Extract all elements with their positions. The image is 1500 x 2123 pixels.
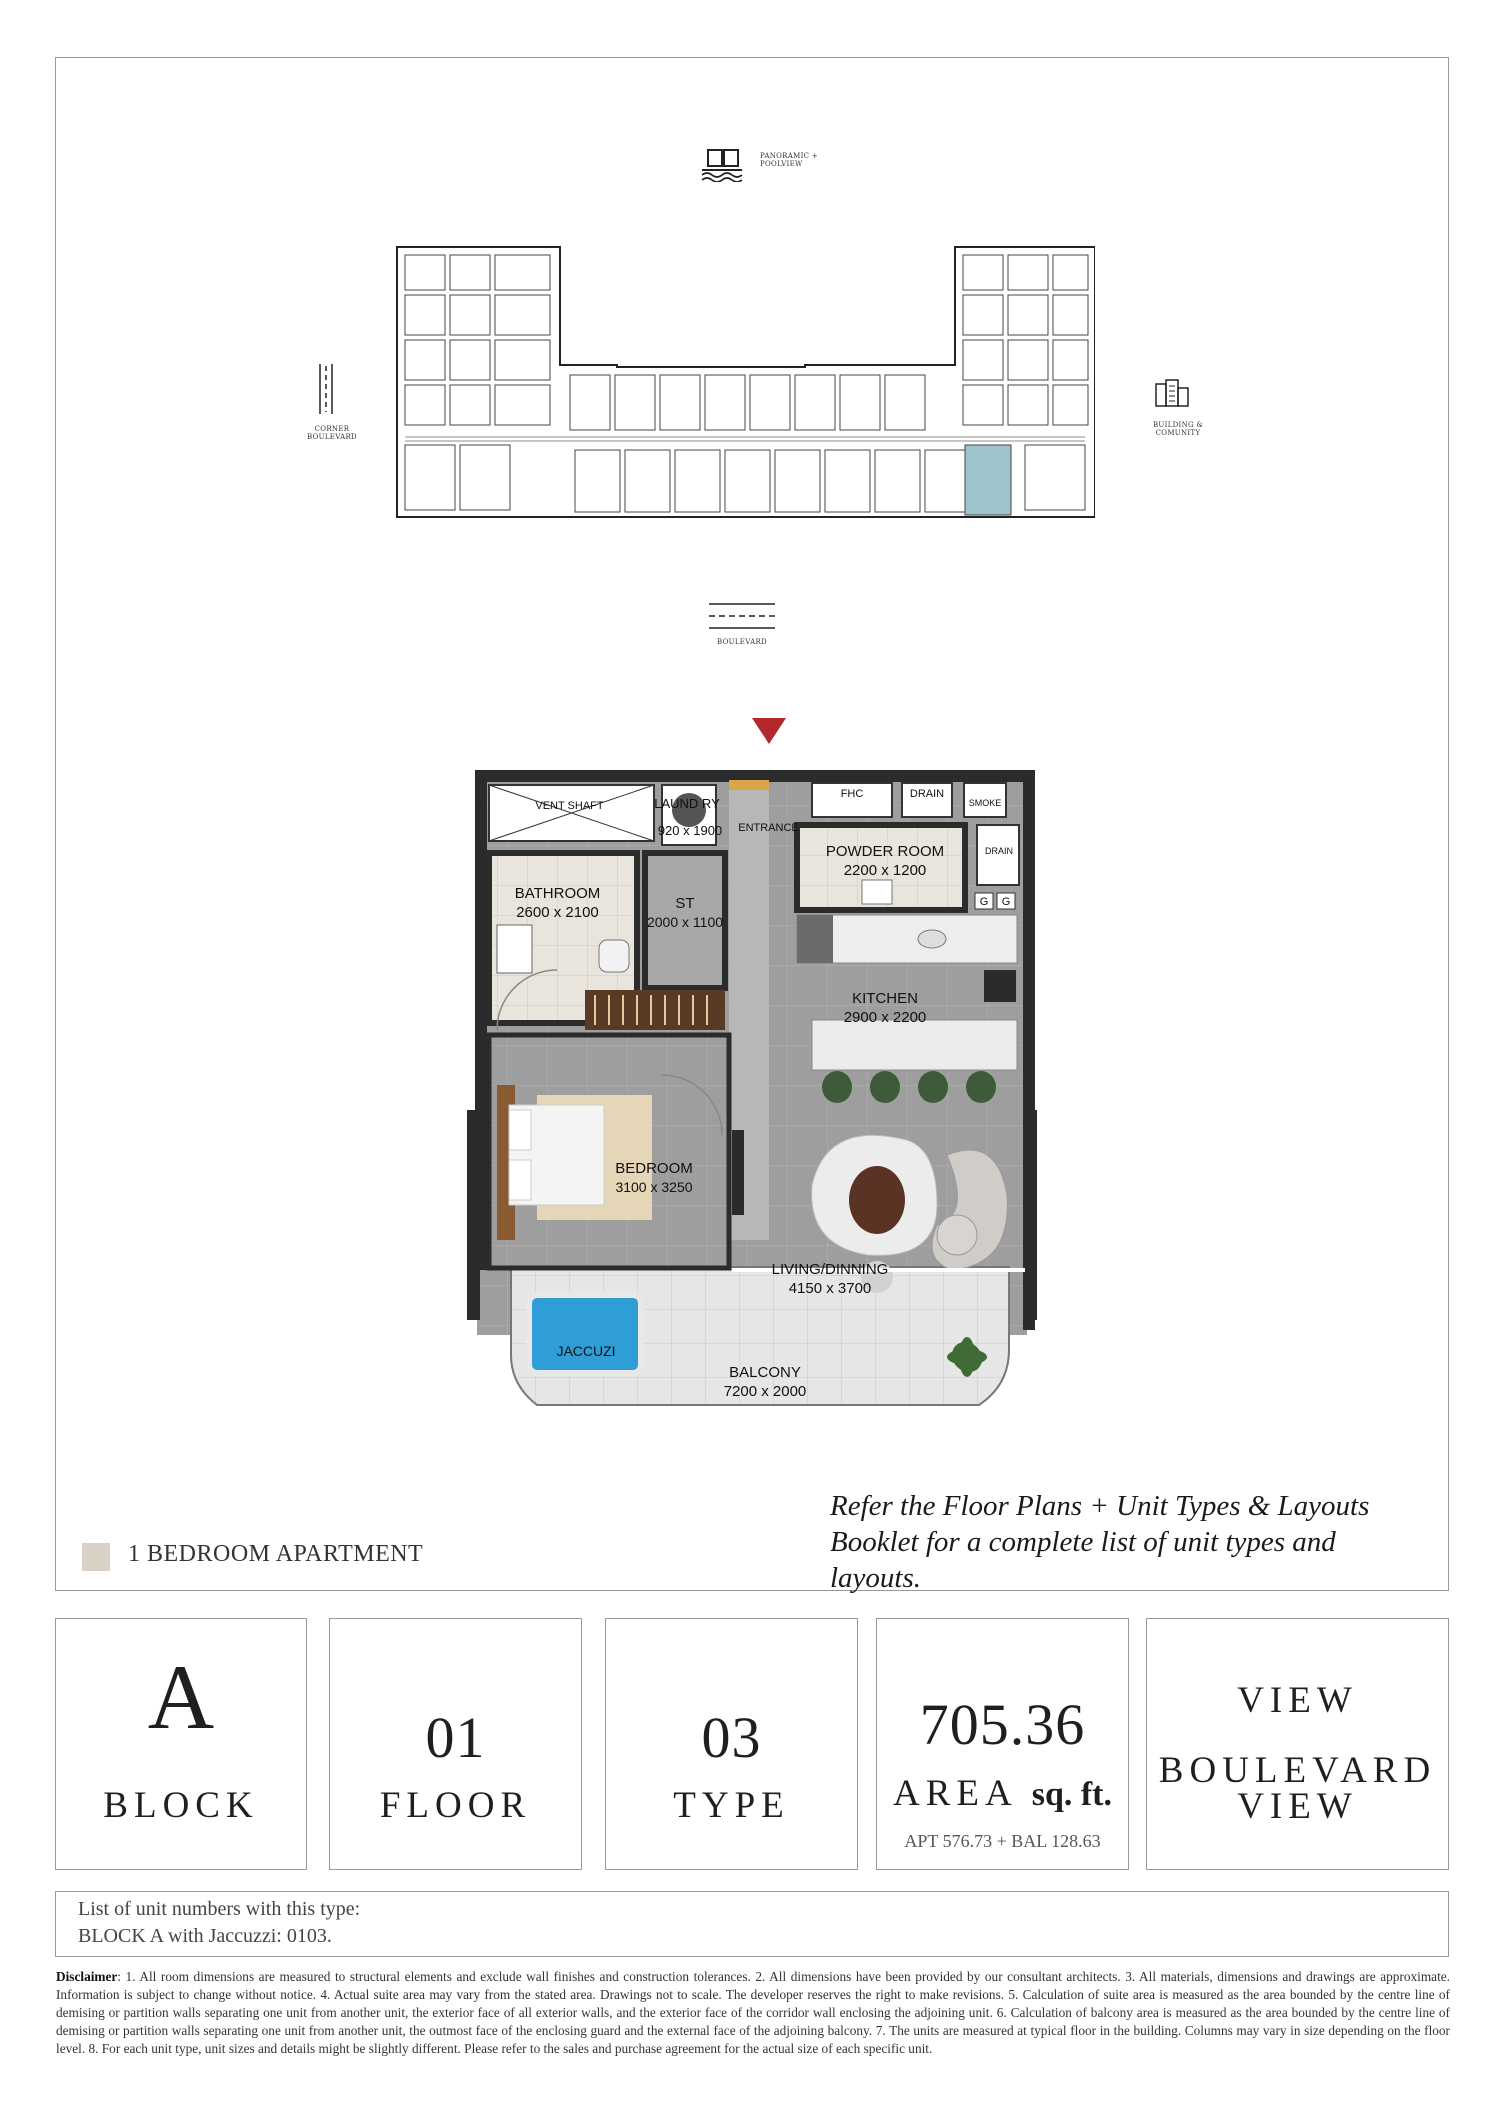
type-card <box>605 1618 858 1870</box>
smoke-label: SMOKE <box>968 798 1002 808</box>
kitchen-label: KITCHEN <box>852 990 918 1007</box>
boulevard-label: BOULEVARD <box>717 638 767 646</box>
area-label: AREA <box>892 1773 1018 1814</box>
bathroom-label: BATHROOM <box>514 885 601 902</box>
boulevard-road-icon <box>707 602 777 630</box>
kitchen-size: 2900 x 2200 <box>843 1009 927 1026</box>
g1-label: G <box>979 896 989 908</box>
floor-label: FLOOR <box>379 1785 532 1826</box>
pool-view-icon <box>700 148 744 182</box>
bathroom-size: 2600 x 2100 <box>516 904 599 921</box>
disclaimer-text: : 1. All room dimensions are measured to structural elements and exclude wall finishes and construction tolerances. 2. All dimensions have been provided by our consultant architects. 3. All materials, dimensions and drawings are approximate. Information is subject to change without notice. 4. Actual suite area may vary from the stated area. Drawings not to scale. The developer reserves the right to make revisions. 5. Calculation of suite area is measured as the area bounded by the centre line of demising or partition walls separating one unit from another unit, the exterior face of all exterior walls, and the exterior face of the corridor wall enclosing the adjoining unit. 6. Calculation of balcony area is measured as the area bounded by the centre line of demising or partition walls separating one unit from another unit, the outmost face of the enclosing guard and the external face of the adjoining balcony. 7. The units are measured at typical floor in the building. Columns may vary in size depending on the floor level. 8. For each unit type, unit sizes and details might be slightly different. Please refer to the sales and purchase agreement for the actual size of each specific unit. <box>56 1969 1450 2056</box>
area-caption <box>877 1772 1128 1815</box>
building-community-label: BUILDING & COMUNITY <box>1152 421 1203 437</box>
unit-list-values: BLOCK A with Jaccuzzi: 0103. <box>78 1925 332 1947</box>
view-heading: VIEW <box>1237 1680 1358 1721</box>
block-label: BLOCK <box>103 1785 259 1826</box>
block-value: A <box>147 1646 215 1748</box>
fhc-label: FHC <box>840 788 864 800</box>
disclaimer <box>56 1968 1450 2058</box>
drain2-label: DRAIN <box>984 846 1013 856</box>
bedroom-size: 3100 x 3250 <box>615 1179 693 1195</box>
entrance-label: ENTRANCE <box>738 822 799 834</box>
panoramic-label: PANORAMIC + POOLVIEW <box>760 152 818 168</box>
powder-room-label: POWDER ROOM <box>825 843 945 860</box>
view-line-2: VIEW <box>1237 1786 1358 1827</box>
reference-note <box>830 1488 1440 1596</box>
floor-value: 01 <box>425 1705 486 1770</box>
living-dining-label: LIVING/DINNING <box>771 1261 889 1278</box>
vent-shaft-label: VENT SHAFT <box>535 800 604 812</box>
balcony-size: 7200 x 2000 <box>723 1383 807 1400</box>
disclaimer-label: Disclaimer <box>56 1969 118 1984</box>
note-line-2: Booklet for a complete list of unit types and <box>830 1526 1336 1558</box>
type-value: 03 <box>701 1705 762 1770</box>
legend-label: 1 BEDROOM APARTMENT <box>128 1541 424 1567</box>
legend-swatch <box>82 1543 110 1571</box>
living-dining-size: 4150 x 3700 <box>788 1280 872 1297</box>
note-line-1: Refer the Floor Plans + Unit Types & Layouts <box>830 1490 1370 1522</box>
drain-label: DRAIN <box>909 788 945 800</box>
entry-marker-icon <box>752 718 786 744</box>
type-label: TYPE <box>673 1785 790 1826</box>
area-detail: APT 576.73 + BAL 128.63 <box>904 1831 1101 1851</box>
area-value: 705.36 <box>919 1692 1086 1757</box>
laundry-label: LAUND RY <box>654 796 720 811</box>
storage-size: 2000 x 1100 <box>646 914 724 930</box>
note-line-3: layouts. <box>830 1562 922 1594</box>
corner-road-icon <box>318 364 334 414</box>
building-floor-plan <box>395 245 1095 520</box>
view-card <box>1146 1618 1449 1870</box>
balcony-label: BALCONY <box>729 1364 801 1381</box>
jacuzzi-label: JACCUZI <box>556 1343 616 1359</box>
highlighted-unit <box>965 445 1011 515</box>
powder-room-size: 2200 x 1200 <box>843 862 927 879</box>
unit-list-heading: List of unit numbers with this type: <box>78 1898 361 1920</box>
g2-label: G <box>1001 896 1011 908</box>
area-unit: sq. ft. <box>1031 1776 1113 1813</box>
storage-label: ST <box>675 895 695 912</box>
building-icon <box>1154 378 1190 408</box>
view-line-1: BOULEVARD <box>1158 1750 1437 1791</box>
bedroom-label: BEDROOM <box>615 1160 693 1177</box>
unit-numbers-box <box>55 1891 1449 1957</box>
corner-boulevard-label: CORNER BOULEVARD <box>307 425 357 441</box>
area-card <box>876 1618 1129 1870</box>
floor-card <box>329 1618 582 1870</box>
laundry-size: 920 x 1900 <box>657 823 723 838</box>
block-card <box>55 1618 307 1870</box>
